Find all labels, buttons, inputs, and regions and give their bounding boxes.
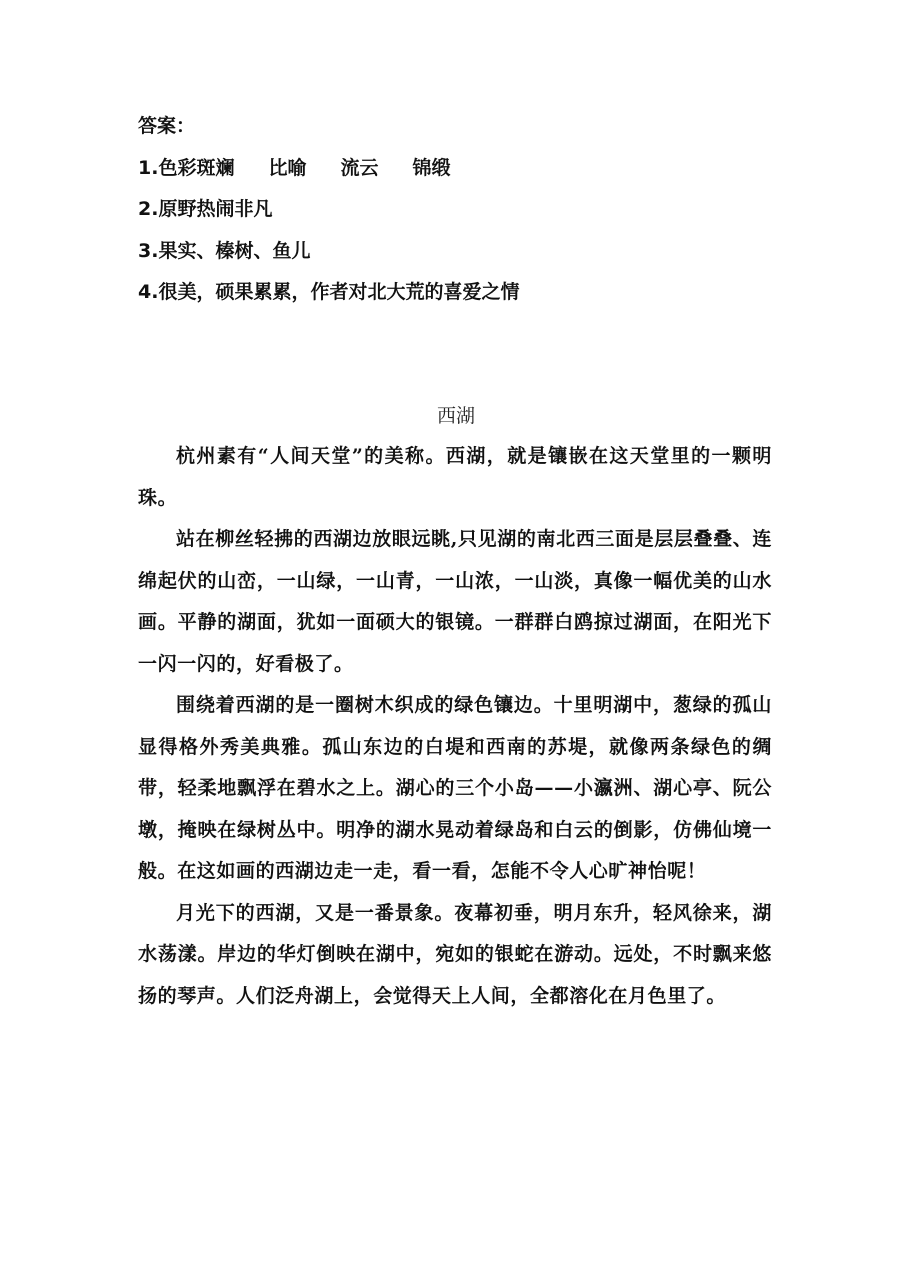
article-paragraph-1: 杭州素有“人间天堂”的美称。西湖，就是镶嵌在这天堂里的一颗明珠。 bbox=[138, 445, 772, 509]
answer-number: 4. bbox=[138, 281, 159, 303]
answer-extra: 流云 bbox=[340, 156, 379, 179]
answer-extra: 比喻 bbox=[268, 156, 307, 179]
answer-text: 果实、榛树、鱼儿 bbox=[158, 239, 311, 262]
answer-heading: 答案： bbox=[138, 115, 196, 137]
answer-item-3 bbox=[138, 231, 818, 273]
answer-item-1 bbox=[138, 148, 818, 190]
answer-text: 色彩斑斓 bbox=[158, 156, 235, 179]
article-title: 西湖 bbox=[436, 405, 475, 427]
answer-extra: 锦缎 bbox=[412, 156, 451, 179]
answer-section bbox=[138, 106, 818, 314]
answer-text: 很美，硕果累累，作者对北大荒的喜爱之情 bbox=[158, 281, 520, 303]
answer-item-2 bbox=[138, 189, 818, 231]
article-paragraph-2: 站在柳丝轻拂的西湖边放眼远眺,只见湖的南北西三面是层层叠叠、连绵起伏的山峦，一山绿，一山青，一山浓，一山淡，真像一幅优美的山水画。平静的湖面，犹如一面硕大的银镜。一群群白鸥掠过湖面，在阳光下一闪一闪的，好看极了。 bbox=[138, 528, 772, 675]
article-paragraph-4: 月光下的西湖，又是一番景象。夜幕初垂，明月东升，轻风徐来，湖水荡漾。岸边的华灯倒映在湖中，宛如的银蛇在游动。远处，不时飘来悠扬的琴声。人们泛舟湖上，会觉得天上人间，全都溶化在月色里了。 bbox=[138, 901, 772, 1007]
article bbox=[138, 396, 772, 1017]
answer-number: 2. bbox=[138, 198, 159, 220]
answer-number: 3. bbox=[138, 239, 159, 262]
article-paragraph-3: 围绕着西湖的是一圈树木织成的绿色镶边。十里明湖中，葱绿的孤山显得格外秀美典雅。孤山东边的白堤和西南的苏堤，就像两条绿色的绸带，轻柔地飘浮在碧水之上。湖心的三个小岛——小瀛洲、湖心亭、阮公墩，掩映在绿树丛中。明净的湖水晃动着绿岛和白云的倒影，仿佛仙境一般。在这如画的西湖边走一走，看一看，怎能不令人心旷神怡呢！ bbox=[138, 694, 772, 882]
answer-item-4 bbox=[138, 272, 818, 314]
answer-text: 原野热闹非凡 bbox=[158, 198, 273, 220]
answer-number: 1. bbox=[138, 156, 159, 179]
